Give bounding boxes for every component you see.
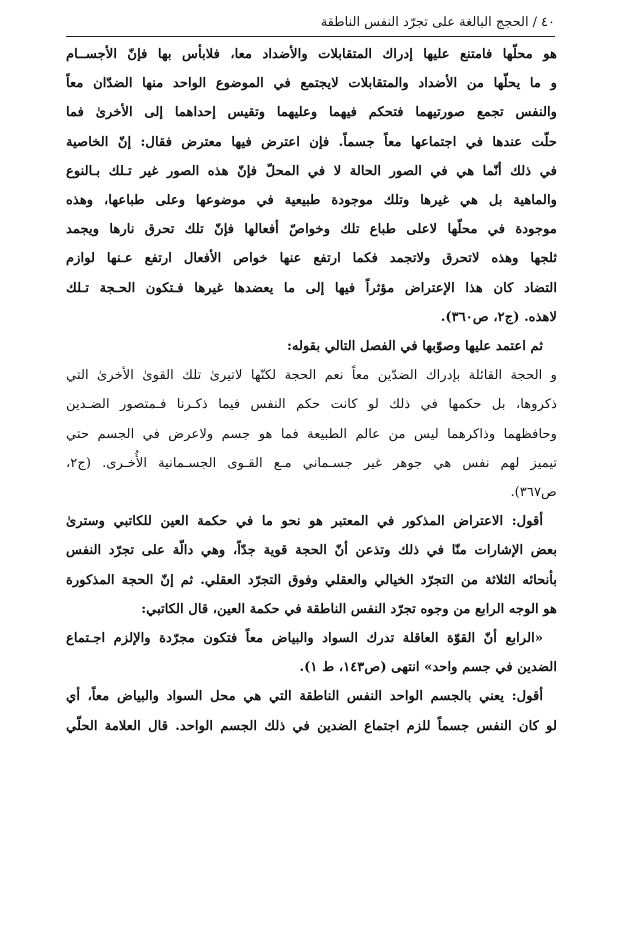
paragraph-quotation: [66, 361, 557, 507]
header-rule: [66, 36, 555, 37]
text-line: والنفس تجمع صورتيهما فتحكم فيهما وعليهما وتقيس إحداهما إلى الأخرىٰ فما: [66, 105, 557, 121]
text-line: التضاد كان هذا الإعتراض مؤثراً فيها إلى ما يعضدها غيرها فـتكون الحـجة تـلك: [66, 280, 557, 296]
text-line: أقول: يعني بالجسم الواحد النفس الناطقة التي هي محل السواد والبياض معاً، أي: [66, 689, 543, 705]
text-line: هو محلّها فامتنع عليها إدراك المتقابلات والأضداد معا، فلابأس بها فإنّ الأجســام: [66, 47, 557, 62]
text-line: هو الوجه الرابع من وجوه تجرّد النفس الناطقة في حكمة العين، قال الكاتبي:: [141, 601, 557, 617]
text-line: موجودة في محلّها لاعلى طباع تلك وخواصّ أفعالها فإنّ تلك تحرق نارها ويجمد: [66, 222, 557, 238]
text-line: بأنحائه الثلاثة من التجرّد الخيالي والعقلي وفوق التجرّد العقلي. ثم إنّ الحجة المذكورة: [66, 572, 557, 588]
text-line: أقول: الاعتراض المذكور في المعتبر هو نحو ما في حكمة العين للكاتبي وسترىٰ: [66, 514, 543, 530]
text-line: والماهية بل هي غيرها وتلك موجودة طبيعية في موضوعها وعلى طباعها، وهذه: [66, 193, 557, 209]
text-line: ذكروها، بل حكمها في ذلك لو كانت حكم النفس فيما ذكـرنا فـمتصور الضـدين: [66, 397, 557, 413]
text-line: ص٣٦٧).: [510, 485, 557, 501]
paragraph-katibi-quote: [66, 624, 557, 682]
text-line: بعض الإشارات منّا في ذلك وتذعن أنّ الحجة قوية جدّاً، وهي دالّة على تجرّد النفس: [66, 543, 557, 559]
page-body: [66, 40, 557, 741]
text-line: ثم اعتمد عليها وصوّبها في الفصل التالي بقوله:: [287, 339, 543, 355]
text-line: لاهذه. (ج٢، ص٣٦٠).: [440, 309, 557, 325]
text-line: الضدين في جسم واحد» انتهى (ص١٤٣، ط ١).: [299, 660, 557, 676]
paragraph-explanation: [66, 682, 557, 740]
text-line: حلّت عندها في اجتماعها معاً جسماً. فإن اعترض فيها معترض فقال: إنّ الخاصية: [66, 134, 557, 150]
paragraph-commentary: [66, 507, 557, 624]
text-line: و الحجة القائلة بإدراك الضدّين معاً نعم الحجة لكنّها لاتيرىٰ تلك القوىٰ الأخرىٰ التي: [66, 368, 557, 384]
text-line: و ما يحلّها من الأضداد والمتقابلات لايجتمع في الموضوع الواحد منها الضدّان معاً: [66, 76, 557, 92]
text-line: ثلجها وهذه لاتحرق ولاتجمد فكما ارتفع عنها خواص الأفعال ارتفع عـنها لوازم: [66, 251, 557, 267]
paragraph-transition: [66, 332, 557, 361]
text-line: وحافظهما وذاكرهما ليس من عالم الطبيعة فما هو جسم ولاعرض في الجسم حتي: [66, 426, 557, 442]
text-line: في ذلك أنّما هي في الصور الحالة لا في المحلّ فإنّ هذه الصور غير تـلك بـالنوع: [66, 163, 557, 179]
page-number: ٤٠: [541, 15, 555, 30]
header-separator: /: [532, 15, 538, 30]
text-line: تيميز لهم نفس هي جوهر غير جسـماني مـع القـوى الجسـمانية الأُخـرى. (ج٢،: [66, 455, 557, 471]
text-line: «الرابع أنّ القوّة العاقلة تدرك السواد والبياض معاً فتكون مجرّدة والإلزم اجـتماع: [66, 631, 543, 647]
paragraph-quote-continuation: [66, 40, 557, 332]
running-title: الحجج البالغة على تجرّد النفس الناطقة: [320, 15, 529, 30]
running-header: [66, 10, 555, 36]
text-line: لو كان النفس جسماً للزم اجتماع الضدين في ذلك الجسم الواحد. قال العلامة الحلّي: [66, 718, 557, 734]
